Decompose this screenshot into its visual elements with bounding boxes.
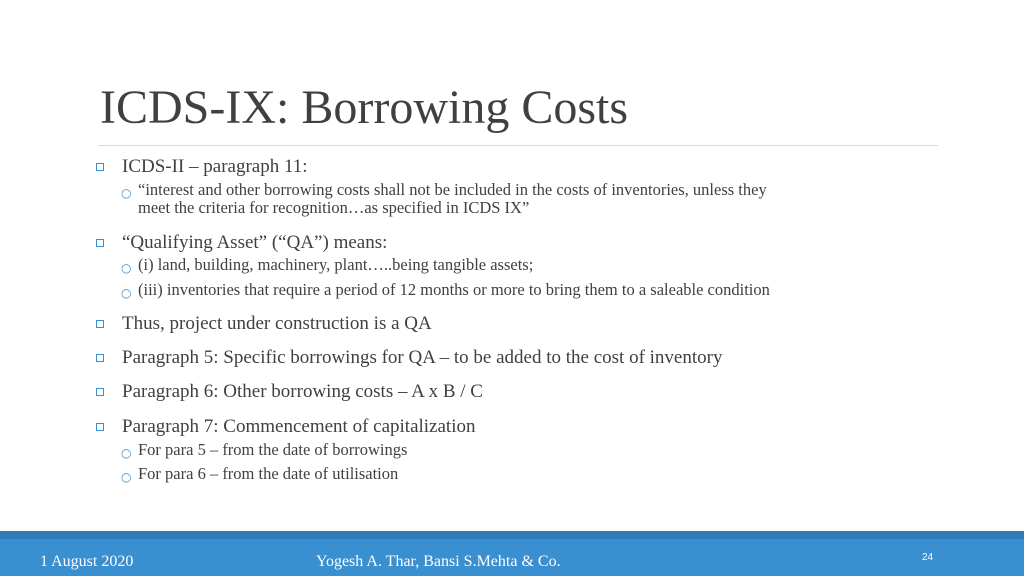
sub-bullet-text: For para 6 – from the date of utilisation: [138, 464, 399, 483]
footer-band-top: [0, 531, 1024, 539]
circle-bullet-icon: ○: [121, 446, 132, 460]
circle-bullet-icon: ○: [121, 186, 132, 200]
square-bullet-icon: [96, 354, 104, 362]
square-bullet-icon: [96, 320, 104, 328]
bullet-text: ICDS-II – paragraph 11:: [122, 156, 308, 177]
footer-date: 1 August 2020: [40, 553, 134, 570]
square-bullet-icon: [96, 423, 104, 431]
sub-bullet-text: meet the criteria for recognition…as specified in ICDS IX”: [138, 198, 530, 217]
square-bullet-icon: [96, 239, 104, 247]
sub-bullet-text: “interest and other borrowing costs shall not be included in the costs of inventories, unless they: [138, 180, 767, 199]
square-bullet-icon: [96, 388, 104, 396]
sub-bullet-text: (i) land, building, machinery, plant…..being tangible assets;: [138, 255, 534, 274]
circle-bullet-icon: ○: [121, 470, 132, 484]
square-bullet-icon: [96, 163, 104, 171]
bullet-text: Paragraph 5: Specific borrowings for QA – to be added to the cost of inventory: [122, 347, 723, 368]
sub-bullet-text: (iii) inventories that require a period of 12 months or more to bring them to a saleable condition: [138, 280, 770, 299]
circle-bullet-icon: ○: [121, 286, 132, 300]
bullet-text: “Qualifying Asset” (“QA”) means:: [122, 232, 388, 253]
bullet-text: Paragraph 6: Other borrowing costs – A x B / C: [122, 381, 483, 402]
circle-bullet-icon: ○: [121, 261, 132, 275]
footer-author: Yogesh A. Thar, Bansi S.Mehta & Co.: [316, 553, 561, 570]
slide-number: 24: [922, 552, 934, 563]
bullet-text: Paragraph 7: Commencement of capitalization: [122, 416, 476, 437]
bullet-text: Thus, project under construction is a QA: [122, 313, 432, 334]
title-divider: [98, 145, 938, 146]
slide-title: ICDS-IX: Borrowing Costs: [100, 81, 629, 134]
sub-bullet-text: For para 5 – from the date of borrowings: [138, 440, 408, 459]
